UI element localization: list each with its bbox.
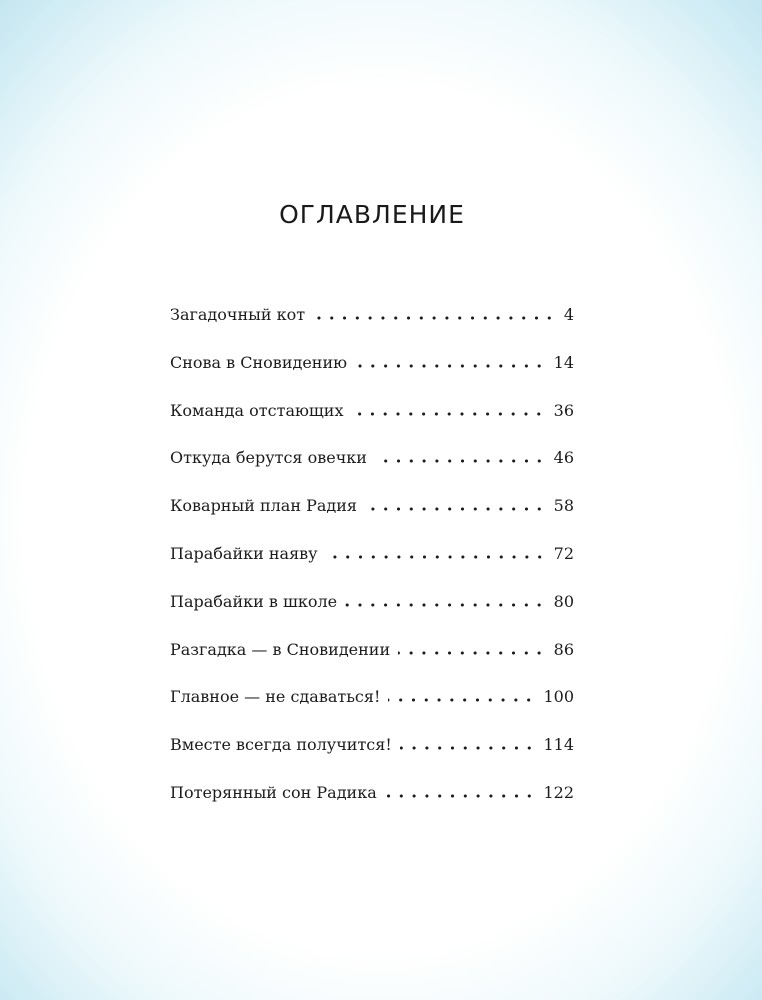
dot-leader bbox=[313, 316, 556, 320]
toc-entry[interactable] bbox=[170, 448, 574, 496]
toc-entry-title: Загадочный кот bbox=[170, 305, 306, 324]
dot-leader bbox=[400, 746, 536, 750]
toc-entry[interactable] bbox=[170, 640, 574, 688]
toc-entry-title: Разгадка — в Сновидении bbox=[170, 639, 391, 659]
toc-entry-page: 4 bbox=[563, 305, 574, 324]
dot-leader bbox=[365, 507, 546, 511]
table-of-contents bbox=[170, 305, 574, 831]
page-title: ОГЛАВЛЕНИЕ bbox=[279, 200, 465, 229]
toc-entry-page: 46 bbox=[553, 448, 574, 468]
toc-entry-page: 122 bbox=[543, 782, 574, 802]
toc-entry-title: Коварный план Радия bbox=[170, 496, 357, 516]
toc-entry[interactable] bbox=[170, 544, 574, 592]
toc-entry[interactable] bbox=[170, 305, 574, 353]
toc-entry-page: 14 bbox=[553, 352, 574, 372]
dot-leader bbox=[345, 603, 546, 607]
toc-entry-page: 100 bbox=[543, 687, 574, 707]
toc-entry[interactable] bbox=[170, 783, 574, 831]
dot-leader bbox=[351, 412, 545, 416]
toc-entry-title: Потерянный сон Радика bbox=[170, 782, 377, 802]
dot-leader bbox=[388, 698, 535, 702]
toc-entry-page: 58 bbox=[553, 496, 574, 516]
toc-entry[interactable] bbox=[170, 687, 574, 735]
toc-entry-title: Главное — не сдаваться! bbox=[170, 687, 381, 707]
toc-entry-page: 72 bbox=[553, 543, 574, 563]
toc-entry[interactable] bbox=[170, 401, 574, 449]
dot-leader bbox=[355, 364, 546, 368]
toc-entry-page: 86 bbox=[553, 639, 574, 659]
toc-entry[interactable] bbox=[170, 496, 574, 544]
toc-entry-page: 114 bbox=[543, 735, 574, 755]
dot-leader bbox=[375, 459, 546, 463]
toc-entry-title: Снова в Сновидению bbox=[170, 352, 348, 372]
toc-entry[interactable] bbox=[170, 353, 574, 401]
toc-entry-title: Вместе всегда получится! bbox=[170, 735, 392, 755]
toc-entry[interactable] bbox=[170, 592, 574, 640]
toc-entry-title: Команда отстающих bbox=[170, 400, 344, 420]
toc-entry-page: 36 bbox=[553, 400, 574, 420]
toc-entry-title: Парабайки в школе bbox=[170, 591, 338, 611]
dot-leader bbox=[398, 651, 546, 655]
dot-leader bbox=[326, 555, 546, 559]
dot-leader bbox=[385, 794, 536, 798]
toc-entry[interactable] bbox=[170, 735, 574, 783]
toc-entry-title: Откуда берутся овечки bbox=[170, 448, 367, 468]
toc-entry-title: Парабайки наяву bbox=[170, 543, 318, 563]
toc-entry-page: 80 bbox=[553, 591, 574, 611]
